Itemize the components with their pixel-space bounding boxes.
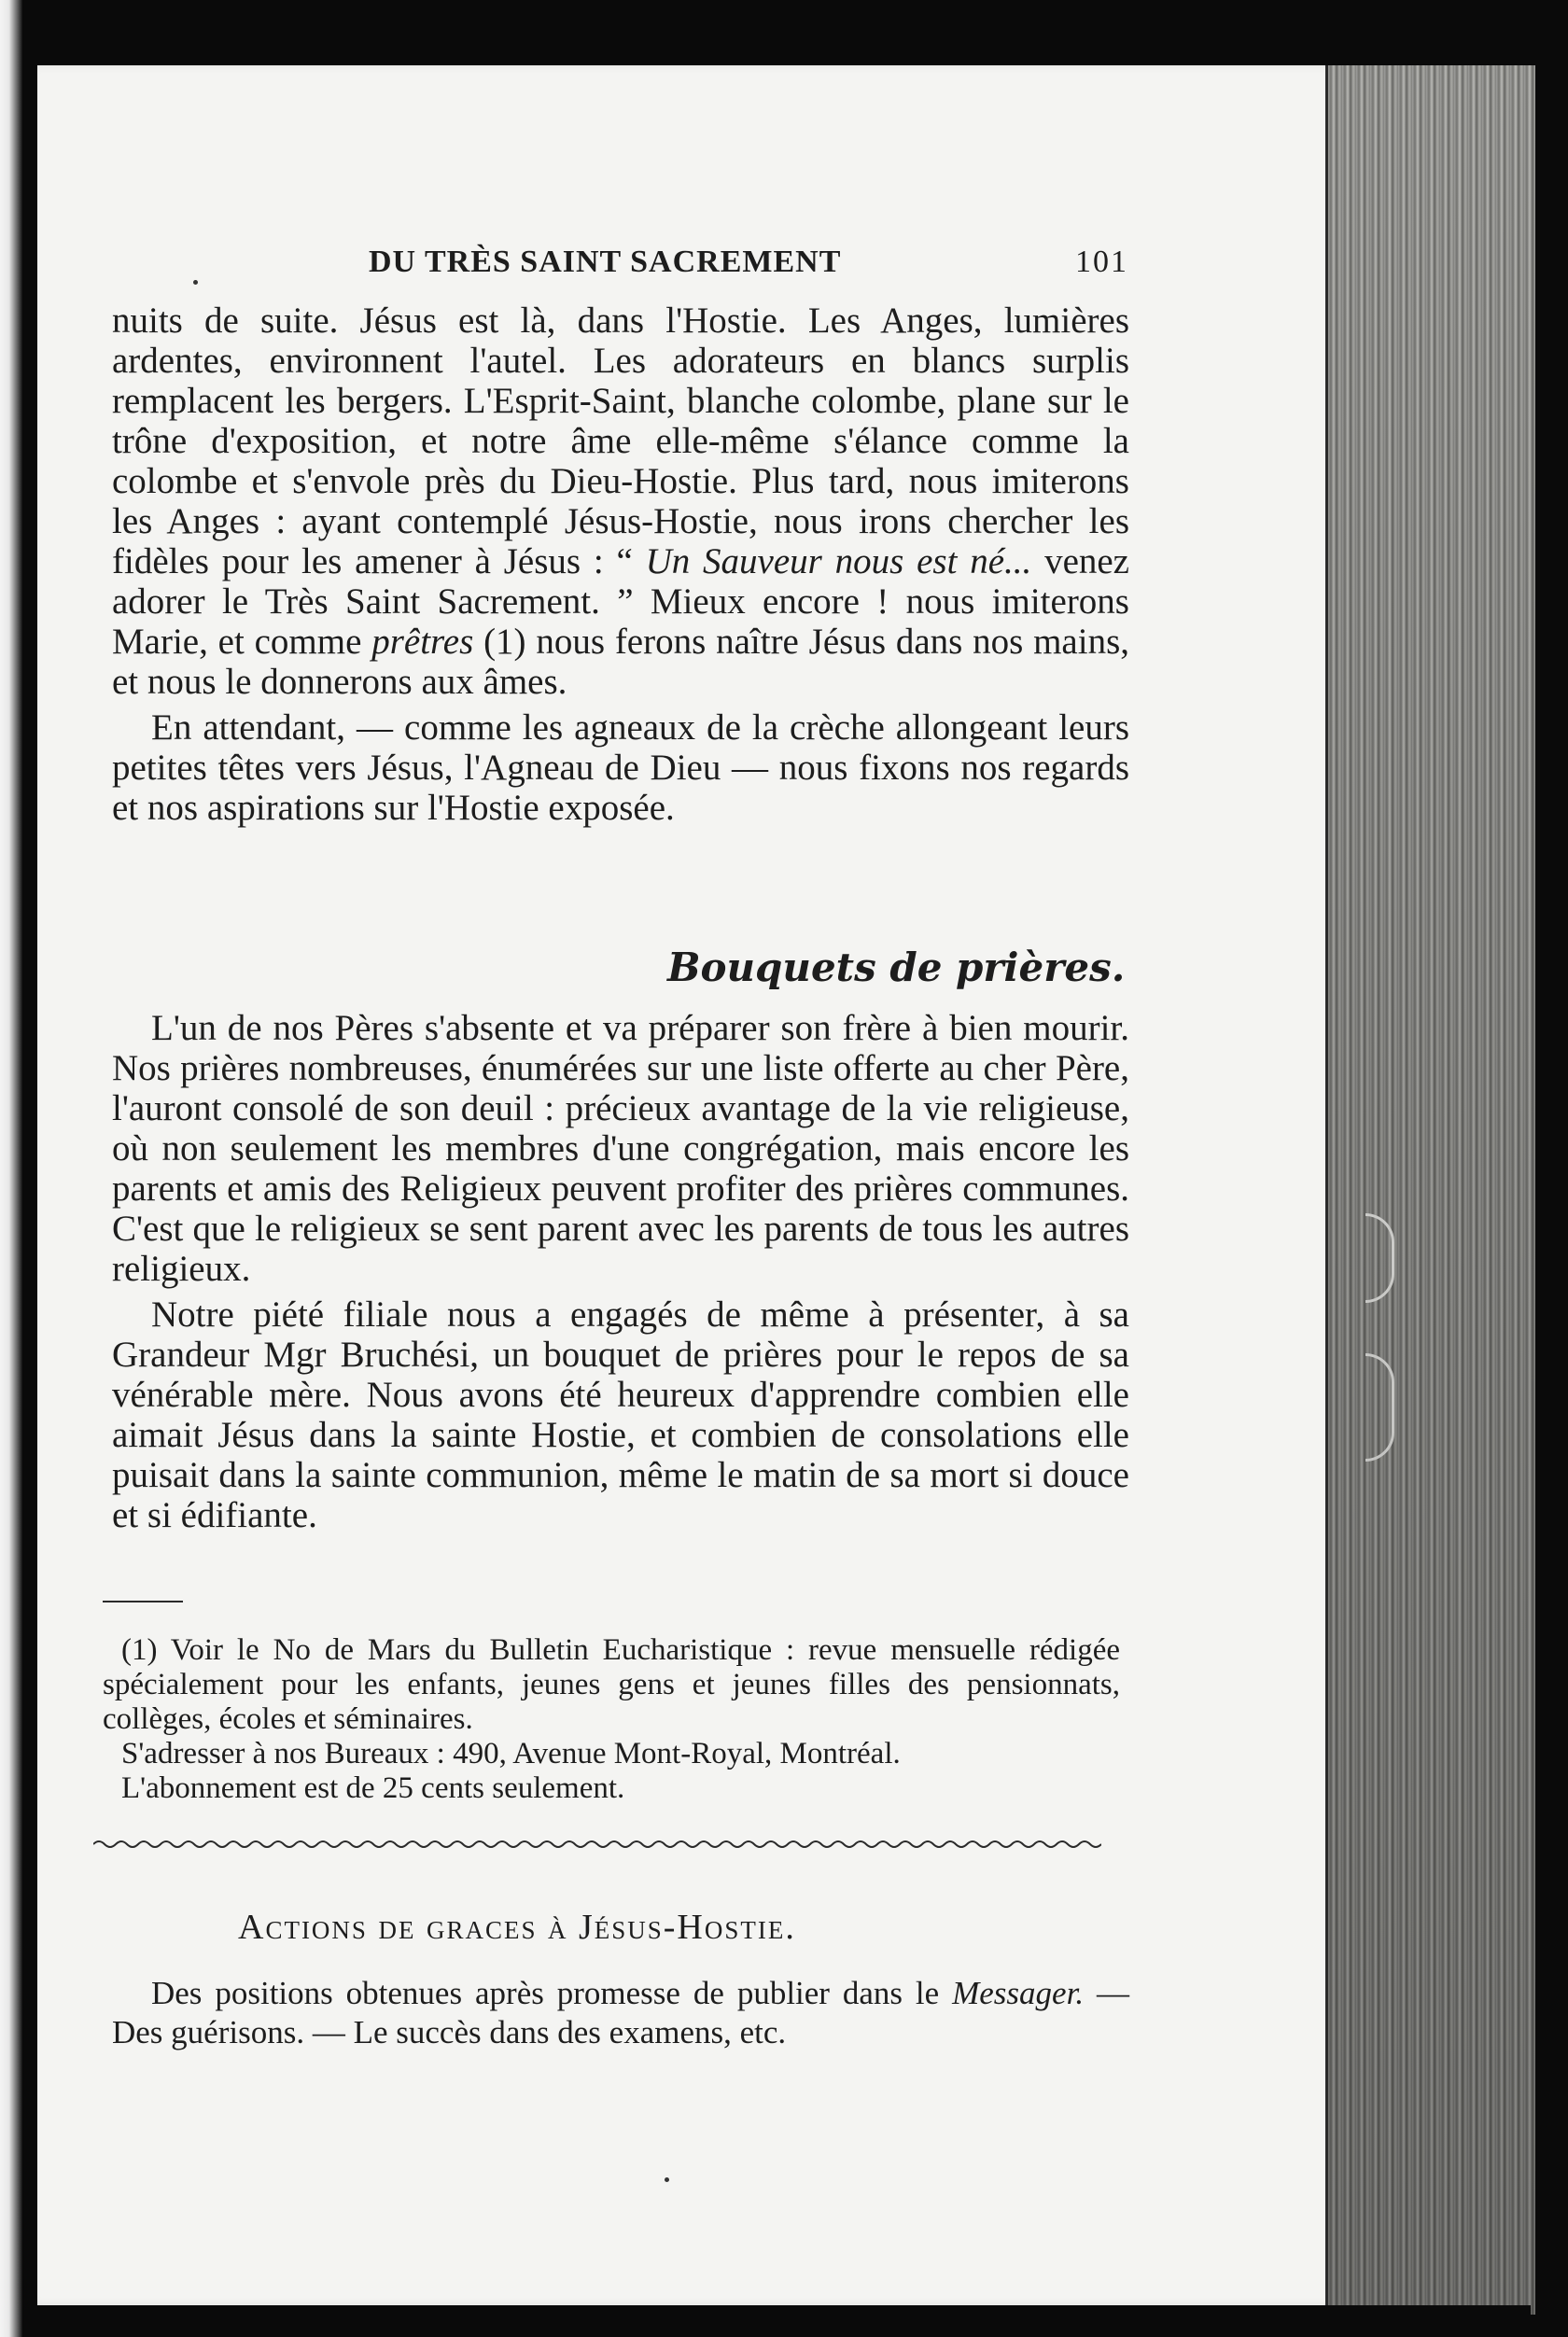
paragraph: L'un de nos Pères s'absente et va préparer son frère à bien mourir. Nos prières nombreuses, énumérées sur une liste offerte au cher Père, l'auront consolé de son deuil : précieux avantage de la vie religieuse, où non seulement les membres d'une congrégation, mais encore les parents et amis des Religieux peuvent profiter des prières communes. C'est que le religieux se sent parent avec les parents de tous les autres religieux. [112, 1008, 1129, 1289]
thumb-index-notch [1365, 1213, 1394, 1303]
footnote-address: S'adresser à nos Bureaux : 490, Avenue Mont-Royal, Montréal. [121, 1737, 901, 1770]
section-3-body [112, 1974, 1129, 2052]
book-page-edges [1325, 65, 1535, 2315]
section-heading: Bouquets de prières. [667, 945, 1126, 990]
paragraph-text: (1) nous ferons naître Jésus dans nos mains, et nous le donnerons aux âmes. [112, 622, 1129, 702]
running-head: DU TRÈS SAINT SACREMENT [369, 245, 842, 279]
paragraph [112, 301, 1129, 702]
section-1-body [112, 301, 1129, 828]
paragraph-text: nuits de suite. Jésus est là, dans l'Hostie. Les Anges, lumières ardentes, environnent l'autel. Les adorateurs en blancs surplis remplacent les bergers. L'Esprit-Saint, blanche colombe, plane sur le trône d'exposition, et notre âme elle-même s'élance comme la colombe et s'envole près du Dieu-Hostie. Plus tard, nous imiterons les Anges : ayant contemplé Jésus-Hostie, nous irons chercher les fidèles pour les amener à Jésus : “ [112, 301, 1129, 581]
paragraph-text: venez adorer le Très Saint Sacrement. ” Mieux encore ! nous imiterons Marie, et comme [112, 541, 1129, 662]
print-speck [665, 2177, 669, 2182]
section-title: Actions de graces à Jésus-Hostie. [238, 1908, 796, 1947]
footnotes [103, 1633, 1120, 1806]
italic-quote: Un Sauveur nous est né... [645, 541, 1032, 581]
paragraph-text: — Des guérisons. — Le succès dans des examens, etc. [112, 1975, 1129, 2050]
footnote-rule [103, 1601, 183, 1602]
thumb-index-notch [1365, 1353, 1394, 1462]
paragraph: En attendant, — comme les agneaux de la crèche allongeant leurs petites têtes vers Jésus, l'Agneau de Dieu — nous fixons nos regards et nos aspirations sur l'Hostie exposée. [112, 707, 1129, 828]
italic-title: Messager. [952, 1975, 1085, 2011]
paragraph-text: Des positions obtenues après promesse de publier dans le [151, 1975, 953, 2011]
paragraph [112, 1974, 1129, 2052]
paragraph: Notre piété filiale nous a engagés de même à présenter, à sa Grandeur Mgr Bruchési, un bouquet de prières pour le repos de sa vénérable mère. Nous avons été heureux d'apprendre combien elle aimait Jésus dans la sainte Hostie, et combien de consolations elle puisait dans la sainte communion, même le matin de sa mort si douce et si édifiante. [112, 1294, 1129, 1535]
section-2-body [112, 1008, 1129, 1535]
previous-page-edge [0, 0, 22, 2337]
footnote: (1) Voir le No de Mars du Bulletin Eucharistique : revue mensuelle rédigée spécialement pour les enfants, jeunes gens et jeunes filles des pensionnats, collèges, écoles et séminaires. [103, 1633, 1120, 1736]
footnote-subscription: L'abonnement est de 25 cents seulement. [121, 1771, 625, 1805]
print-speck [193, 280, 198, 285]
page-number: 101 [1075, 245, 1128, 279]
wavy-divider [93, 1839, 1101, 1850]
italic-word: prêtres [371, 622, 474, 662]
scanner-bed-shadow [37, 2305, 1531, 2337]
